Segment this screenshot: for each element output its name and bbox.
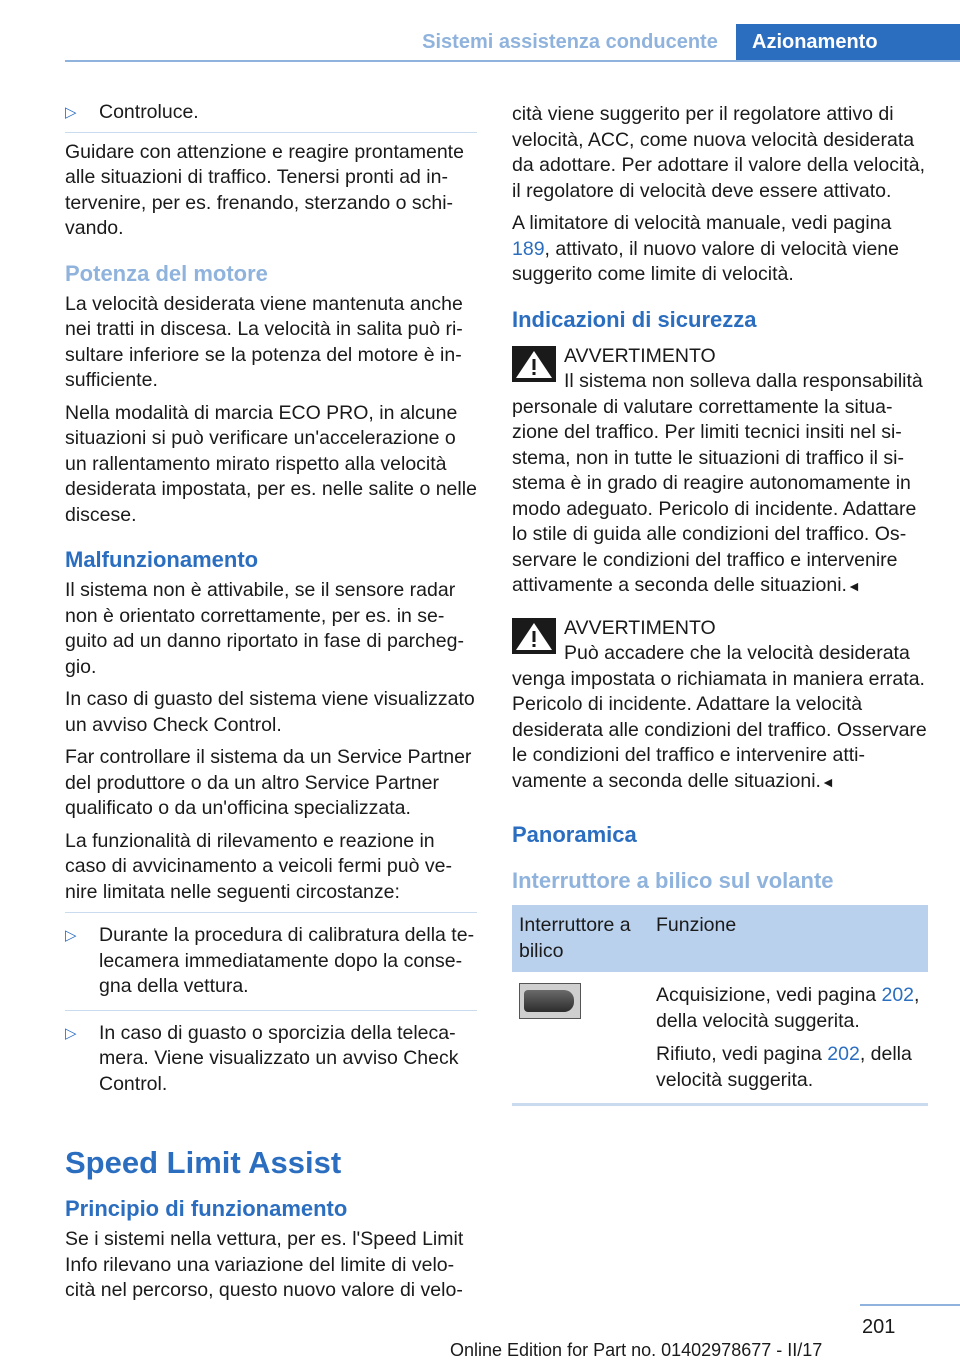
warning-first-line: Può accadere che la velocità desiderata: [564, 642, 910, 664]
warning-title: AVVERTIMENTO: [564, 344, 716, 367]
paragraph: La funzionalità di rilevamento e reazione in caso di avvicinamento a veicoli fermi può venire limitata nelle seguenti circostanze:: [65, 829, 452, 903]
warning-block: [512, 344, 930, 600]
warning-block: [512, 616, 930, 796]
end-mark-icon: ◄: [820, 773, 835, 790]
warning-triangle-icon: [512, 346, 556, 382]
paragraph: A limitatore di velocità manuale, vedi pagina 189, attivato, il nuovo valore di velocità viene suggerito come limite di velocità.: [512, 212, 899, 285]
right-column: [512, 102, 930, 1106]
heading-sicurezza: Indicazioni di sicurezza: [512, 306, 757, 332]
bullet-triangle-icon: ▷: [65, 104, 77, 121]
list-item: ▷ Controluce.: [65, 100, 477, 133]
table-row: [512, 974, 928, 1105]
paragraph: Se i sistemi nella vettura, per es. l'Speed Limit Info rilevano una variazione del limite di velocità nel percorso, questo nuovo valore di velo-: [65, 1228, 464, 1301]
bullet-triangle-icon: ▷: [65, 1024, 77, 1042]
warning-text: venga impostata o richiamata in maniera errata. Pericolo di incidente. Adattare la velocità desiderata alle condizioni del traffico. Osservare le condizioni del traffico e intervenire attivamente a seconda delle situazioni.◄: [512, 667, 927, 792]
heading-principio: Principio di funzionamento: [65, 1196, 348, 1221]
table-cell-switch: [512, 974, 649, 1105]
heading-malfunzionamento: Malfunzionamento: [65, 547, 259, 572]
warning-title: AVVERTIMENTO: [564, 616, 716, 639]
paragraph: Il sistema non è attivabile, se il sensore radar non è orientato correttamente, per es. in seguito ad un danno riportato in fase di parcheggio.: [65, 579, 464, 678]
rocker-switch-table: [512, 905, 928, 1106]
bullet-list: [65, 912, 477, 1107]
warning-text: personale di valutare correttamente la situazione del traffico. Per limiti tecnici insiti nel sistema, non in tutte le situazioni di traffico il sistema è in grado di reagire autonomamente in modo adeguato. Pericolo di incidente. Adattare lo stile di guida alle condizioni del traffico. Osservare le condizioni del traffico e intervenire attivamente a seconda delle situazioni.◄: [512, 395, 917, 596]
table-header-switch: Interruttore a bilico: [512, 905, 649, 974]
heading-potenza: Potenza del motore: [65, 260, 268, 286]
header-chapter-tab: Azionamento: [736, 24, 960, 60]
page-number: 201: [862, 1316, 896, 1338]
bullet-triangle-icon: ▷: [65, 927, 77, 944]
footer-rule: [860, 1304, 960, 1306]
list-item: ▷ Durante la procedura di calibratura della telecamera immediatamente dopo la consegna della vettura.: [65, 923, 477, 1011]
end-mark-icon: ◄: [846, 578, 861, 594]
header-rule: [65, 60, 960, 62]
left-column: [65, 100, 477, 1311]
paragraph: cità viene suggerito per il regolatore attivo di velocità, ACC, come nuova velocità desiderata da adottare. Per adottare il valore della velocità, il regolatore di velocità deve essere attivato.: [512, 103, 925, 202]
page-link-189[interactable]: 189: [512, 237, 545, 260]
warning-triangle-icon: [512, 618, 556, 654]
paragraph: Far controllare il sistema da un Service Partner del produttore o da un altro Service Partner qualificato o da un'officina specializzata.: [65, 746, 472, 819]
heading-interruttore: Interruttore a bilico sul volante: [512, 868, 834, 893]
paragraph: Guidare con attenzione e reagire prontamente alle situazioni di traffico. Tenersi pronti ad intervenire, per es. frenando, sterzando o schivando.: [65, 140, 464, 239]
rocker-switch-icon: [519, 983, 581, 1019]
paragraph: Nella modalità di marcia ECO PRO, in alcune situazioni si può verificare un'accelerazione o un rallentamento mirato rispetto alla velocità desiderata impostata, per es. nelle salite o nelle discese.: [65, 401, 477, 526]
list-item: ▷ In caso di guasto o sporcizia della telecamera. Viene visualizzato un avviso Check Control.: [65, 1021, 459, 1095]
heading-panoramica: Panoramica: [512, 822, 637, 847]
page-link-202[interactable]: 202: [881, 984, 915, 1006]
header-section-title: Sistemi assistenza conducente: [422, 31, 718, 53]
paragraph: La velocità desiderata viene mantenuta anche nei tratti in discesa. La velocità in salita può risultare inferiore se la potenza del motore è insufficiente.: [65, 292, 463, 391]
paragraph: In caso di guasto del sistema viene visualizzato un avviso Check Control.: [65, 688, 475, 736]
heading-speed-limit-assist: Speed Limit Assist: [65, 1145, 342, 1180]
page-link-202[interactable]: 202: [827, 1043, 860, 1065]
footer-edition: Online Edition for Part no. 01402978677 - II/17: [450, 1340, 823, 1360]
table-cell-function: Acquisizione, vedi pagina 202, della velocità suggerita. Rifiuto, vedi pagina 202, della velocità suggerita.: [649, 974, 928, 1105]
warning-first-line: Il sistema non solleva dalla responsabilità: [564, 370, 923, 392]
table-header-function: Funzione: [649, 905, 928, 974]
